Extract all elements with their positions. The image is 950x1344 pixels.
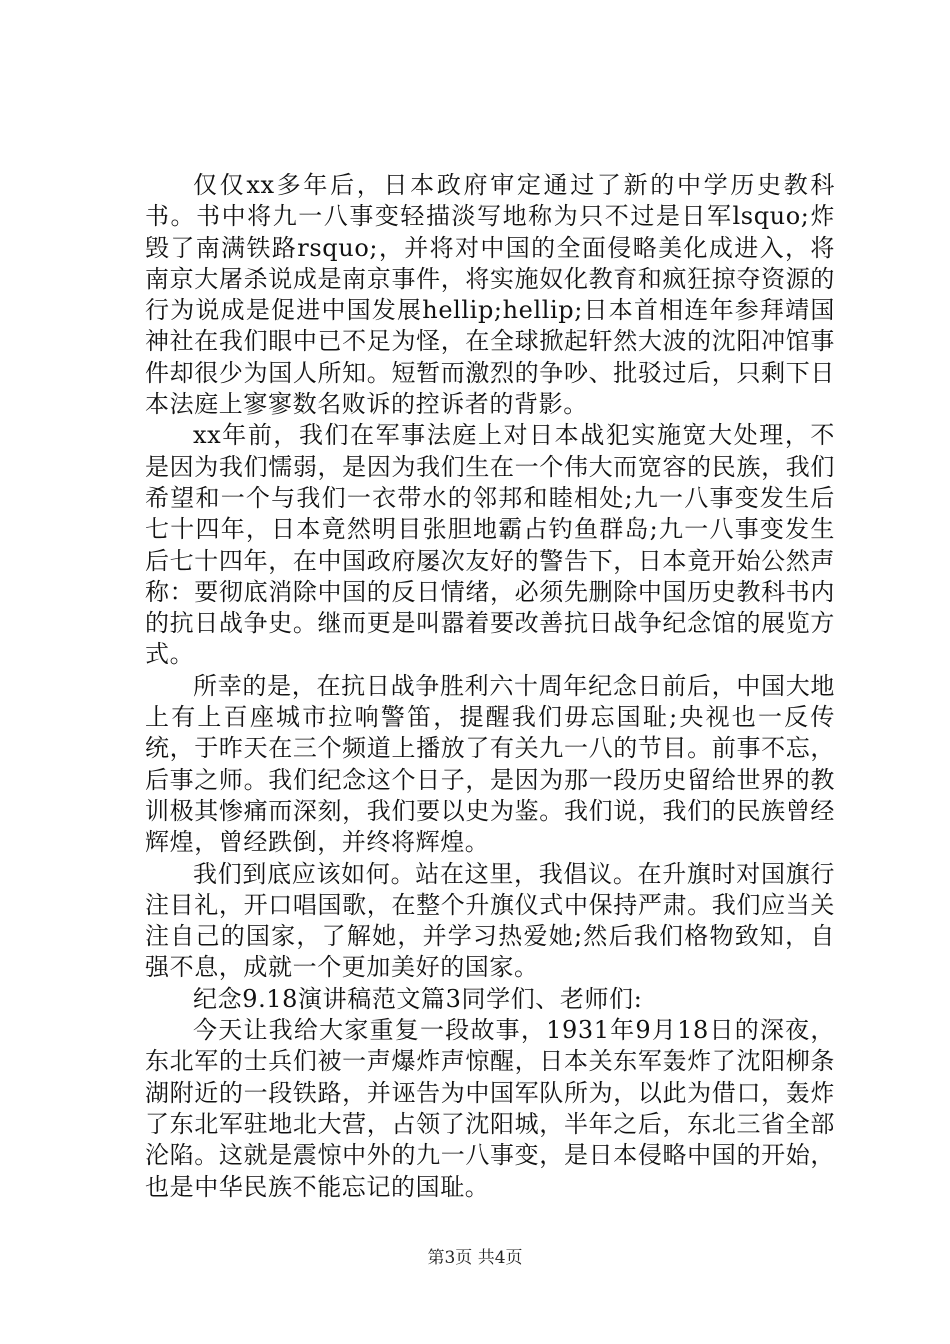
paragraph-5: 今天让我给大家重复一段故事，1931年9月18日的深夜，东北军的士兵们被一声爆炸声惊醒，日本关东军轰炸了沈阳柳条湖附近的一段铁路，并诬告为中国军队所为，以此为借口，轰炸了东北军驻地北大营，占领了沈阳城，半年之后，东北三省全部沦陷。这就是震惊中外的九一八事变，是日本侵略中国的开始，也是中华民族不能忘记的国耻。 [145, 1016, 835, 1201]
section-heading: 纪念9.18演讲稿范文篇3同学们、老师们: [193, 984, 643, 1013]
paragraph-1: 仅仅xx多年后，日本政府审定通过了新的中学历史教科书。书中将九一八事变轻描淡写地称为只不过是日军lsquo;炸毁了南满铁路rsquo;，并将对中国的全面侵略美化成进入，将南京大屠杀说成是南京事件，将实施奴化教育和疯狂掠夺资源的行为说成是促进中国发展hellip;hellip;日本首相连年参拜靖国神社在我们眼中已不足为怪，在全球掀起轩然大波的沈阳冲馆事件却很少为国人所知。短暂而激烈的争吵、批驳过后，只剩下日本法庭上寥寥数名败诉的控诉者的背影。 [145, 171, 835, 419]
page-footer: 第3页 共4页 [427, 1248, 523, 1268]
paragraph-4: 我们到底应该如何。站在这里，我倡议。在升旗时对国旗行注目礼，开口唱国歌，在整个升旗仪式中保持严肃。我们应当关注自己的国家，了解她，并学习热爱她;然后我们格物致知，自强不息，成就一个更加美好的国家。 [145, 859, 835, 982]
paragraph-2: xx年前，我们在军事法庭上对日本战犯实施宽大处理，不是因为我们懦弱，是因为我们生在一个伟大而宽容的民族，我们希望和一个与我们一衣带水的邻邦和睦相处;九一八事变发生后七十四年，日本竟然明目张胆地霸占钓鱼群岛;九一八事变发生后七十四年，在中国政府屡次友好的警告下，日本竟开始公然声称：要彻底消除中国的反日情绪，必须先删除中国历史教科书内的抗日战争史。继而更是叫嚣着要改善抗日战争纪念馆的展览方式。 [145, 421, 835, 669]
document-body [145, 170, 835, 1203]
paragraph-3: 所幸的是，在抗日战争胜利六十周年纪念日前后，中国大地上有上百座城市拉响警笛，提醒我们毋忘国耻;央视也一反传统，于昨天在三个频道上播放了有关九一八的节目。前事不忘，后事之师。我们纪念这个日子，是因为那一段历史留给世界的教训极其惨痛而深刻，我们要以史为鉴。我们说，我们的民族曾经辉煌，曾经跌倒，并终将辉煌。 [145, 671, 835, 857]
